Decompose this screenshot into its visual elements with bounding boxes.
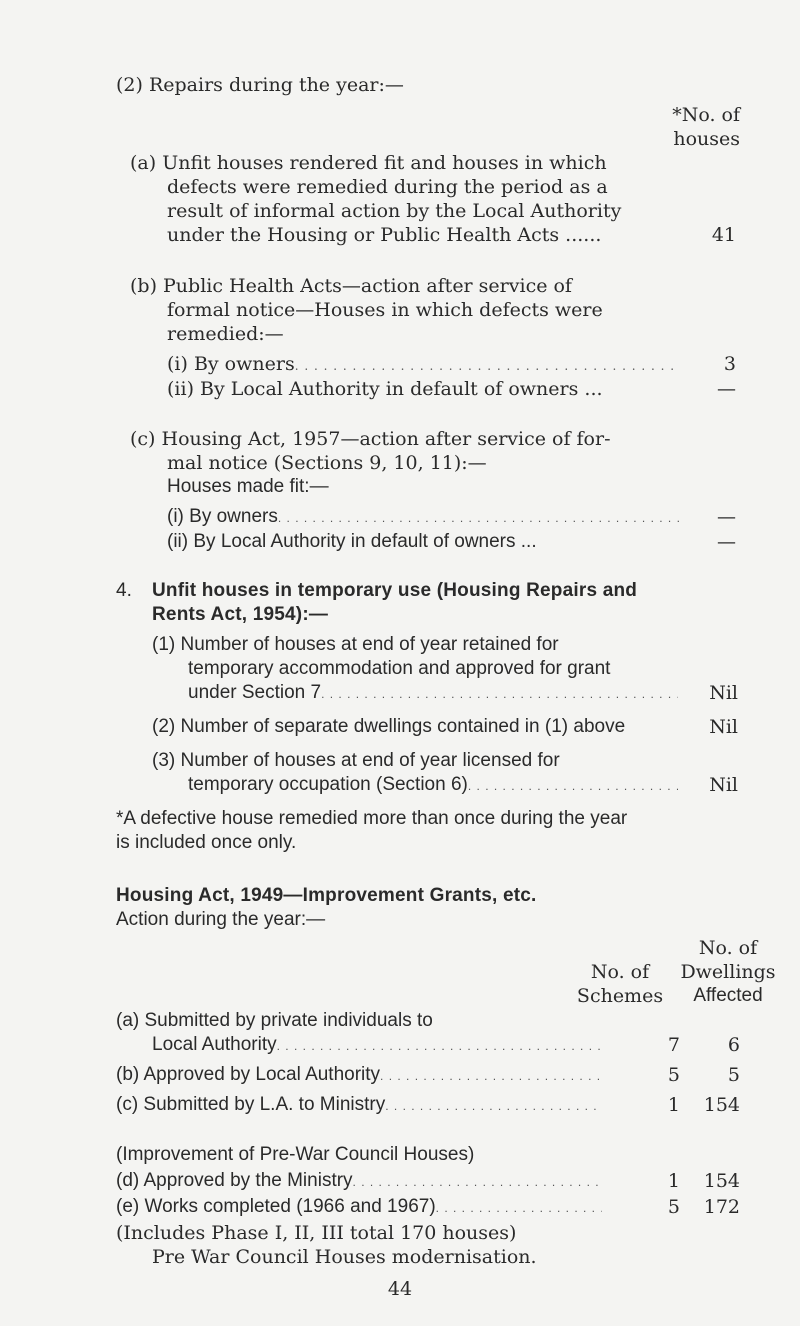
item-b-line1: (b) Public Health Acts—action after service of bbox=[130, 275, 572, 297]
grants-subheading: Action during the year:— bbox=[116, 909, 326, 930]
section-4-heading-line1: Unfit houses in temporary use (Housing Repairs and bbox=[152, 580, 638, 601]
item-b-i-value: 3 bbox=[723, 353, 736, 375]
col-dwellings-line1: No. of bbox=[698, 937, 758, 959]
grant-row-d-label: (d) Approved by the Ministry bbox=[116, 1170, 353, 1191]
dot-leader bbox=[353, 1170, 602, 1192]
page-number: 44 bbox=[387, 1278, 413, 1300]
s4-item2-value: Nil bbox=[709, 716, 738, 738]
col-header-no-of: *No. of bbox=[672, 104, 740, 126]
grants-heading: Housing Act, 1949—Improvement Grants, etc. bbox=[116, 885, 537, 906]
grant-row-a-dwellings: 6 bbox=[727, 1034, 740, 1056]
grant-row-a bbox=[152, 1034, 602, 1056]
item-a-line4: under the Housing or Public Health Acts ...... bbox=[167, 224, 602, 246]
grant-row-d-dwellings: 154 bbox=[703, 1170, 740, 1192]
grant-row-b-schemes: 5 bbox=[667, 1064, 680, 1086]
dot-leader bbox=[385, 1094, 602, 1116]
item-a-value: 41 bbox=[711, 224, 736, 246]
dot-leader bbox=[468, 774, 678, 796]
item-b-ii-value: — bbox=[717, 378, 736, 400]
s4-item1-value: Nil bbox=[709, 682, 738, 704]
item-c-i-label: (i) By owners bbox=[167, 506, 278, 527]
col-schemes-line2: Schemes bbox=[576, 985, 664, 1007]
item-c-line2: mal notice (Sections 9, 10, 11):— bbox=[167, 452, 487, 474]
col-dwellings-line2: Dwellings bbox=[680, 961, 776, 983]
section-4-number: 4. bbox=[116, 580, 132, 601]
dot-leader bbox=[277, 1034, 602, 1056]
s4-item3-row bbox=[188, 774, 678, 796]
s4-item1-row bbox=[188, 682, 678, 704]
grant-row-c-label: (c) Submitted by L.A. to Ministry bbox=[116, 1094, 386, 1115]
s4-item3-line2: temporary occupation (Section 6) bbox=[188, 774, 468, 795]
item-b-line2: formal notice—Houses in which defects were bbox=[167, 299, 603, 321]
grant-row-d bbox=[116, 1170, 602, 1192]
grant-row-e-schemes: 5 bbox=[667, 1196, 680, 1218]
grant-row-b bbox=[116, 1064, 602, 1086]
grant-row-c bbox=[116, 1094, 602, 1116]
dot-leader bbox=[436, 1196, 602, 1218]
item-c-ii-value: — bbox=[717, 531, 736, 553]
grant-row-a-schemes: 7 bbox=[667, 1034, 680, 1056]
item-c-i-row bbox=[167, 506, 681, 528]
item-a-line2: defects were remedied during the period as a bbox=[167, 176, 608, 198]
item-b-i-row bbox=[167, 353, 681, 375]
s4-item1-line2: temporary accommodation and approved for grant bbox=[188, 658, 611, 679]
dot-leader bbox=[295, 353, 681, 375]
dot-leader bbox=[278, 506, 681, 528]
footnote-line2: is included once only. bbox=[116, 832, 297, 853]
item-c-ii-label: (ii) By Local Authority in default of owners ... bbox=[167, 531, 537, 552]
item-b-ii-label: (ii) By Local Authority in default of owners ... bbox=[167, 378, 603, 400]
grant-row-a-line2: Local Authority bbox=[152, 1034, 277, 1055]
grants-note-line1: (Includes Phase I, II, III total 170 houses) bbox=[116, 1222, 517, 1244]
grant-row-c-schemes: 1 bbox=[667, 1094, 680, 1116]
col-dwellings-line3: Affected bbox=[693, 985, 763, 1006]
section-2-heading: (2) Repairs during the year:— bbox=[116, 74, 404, 96]
dot-leader bbox=[321, 682, 678, 704]
grant-row-e-dwellings: 172 bbox=[703, 1196, 740, 1218]
grant-row-b-dwellings: 5 bbox=[727, 1064, 740, 1086]
s4-item3-value: Nil bbox=[709, 774, 738, 796]
s4-item1-line1: (1) Number of houses at end of year retained for bbox=[152, 634, 559, 655]
s4-item3-line1: (3) Number of houses at end of year licensed for bbox=[152, 750, 560, 771]
dot-leader bbox=[380, 1064, 602, 1086]
item-c-line1: (c) Housing Act, 1957—action after service of for- bbox=[130, 428, 611, 450]
grant-row-d-schemes: 1 bbox=[667, 1170, 680, 1192]
grant-row-b-label: (b) Approved by Local Authority bbox=[116, 1064, 381, 1085]
col-header-houses: houses bbox=[673, 128, 740, 150]
section-4-heading-line2: Rents Act, 1954):— bbox=[152, 604, 329, 625]
col-schemes-line1: No. of bbox=[590, 961, 650, 983]
grant-row-e bbox=[116, 1196, 602, 1218]
item-a-line1: (a) Unfit houses rendered fit and houses in which bbox=[130, 152, 607, 174]
grants-note-line2: Pre War Council Houses modernisation. bbox=[152, 1246, 537, 1268]
footnote-line1: *A defective house remedied more than once during the year bbox=[116, 808, 628, 829]
grant-row-a-line1: (a) Submitted by private individuals to bbox=[116, 1010, 433, 1031]
item-c-line3: Houses made fit:— bbox=[167, 476, 329, 497]
grant-row-c-dwellings: 154 bbox=[703, 1094, 740, 1116]
prewar-heading: (Improvement of Pre-War Council Houses) bbox=[116, 1144, 475, 1165]
item-b-i-label: (i) By owners bbox=[167, 353, 295, 375]
grant-row-e-label: (e) Works completed (1966 and 1967) bbox=[116, 1196, 436, 1217]
item-c-i-value: — bbox=[717, 506, 736, 528]
s4-item1-line3: under Section 7 bbox=[188, 682, 322, 703]
item-b-line3: remedied:— bbox=[167, 323, 284, 345]
item-a-line3: result of informal action by the Local Authority bbox=[167, 200, 622, 222]
s4-item2-line1: (2) Number of separate dwellings contained in (1) above bbox=[152, 716, 626, 737]
